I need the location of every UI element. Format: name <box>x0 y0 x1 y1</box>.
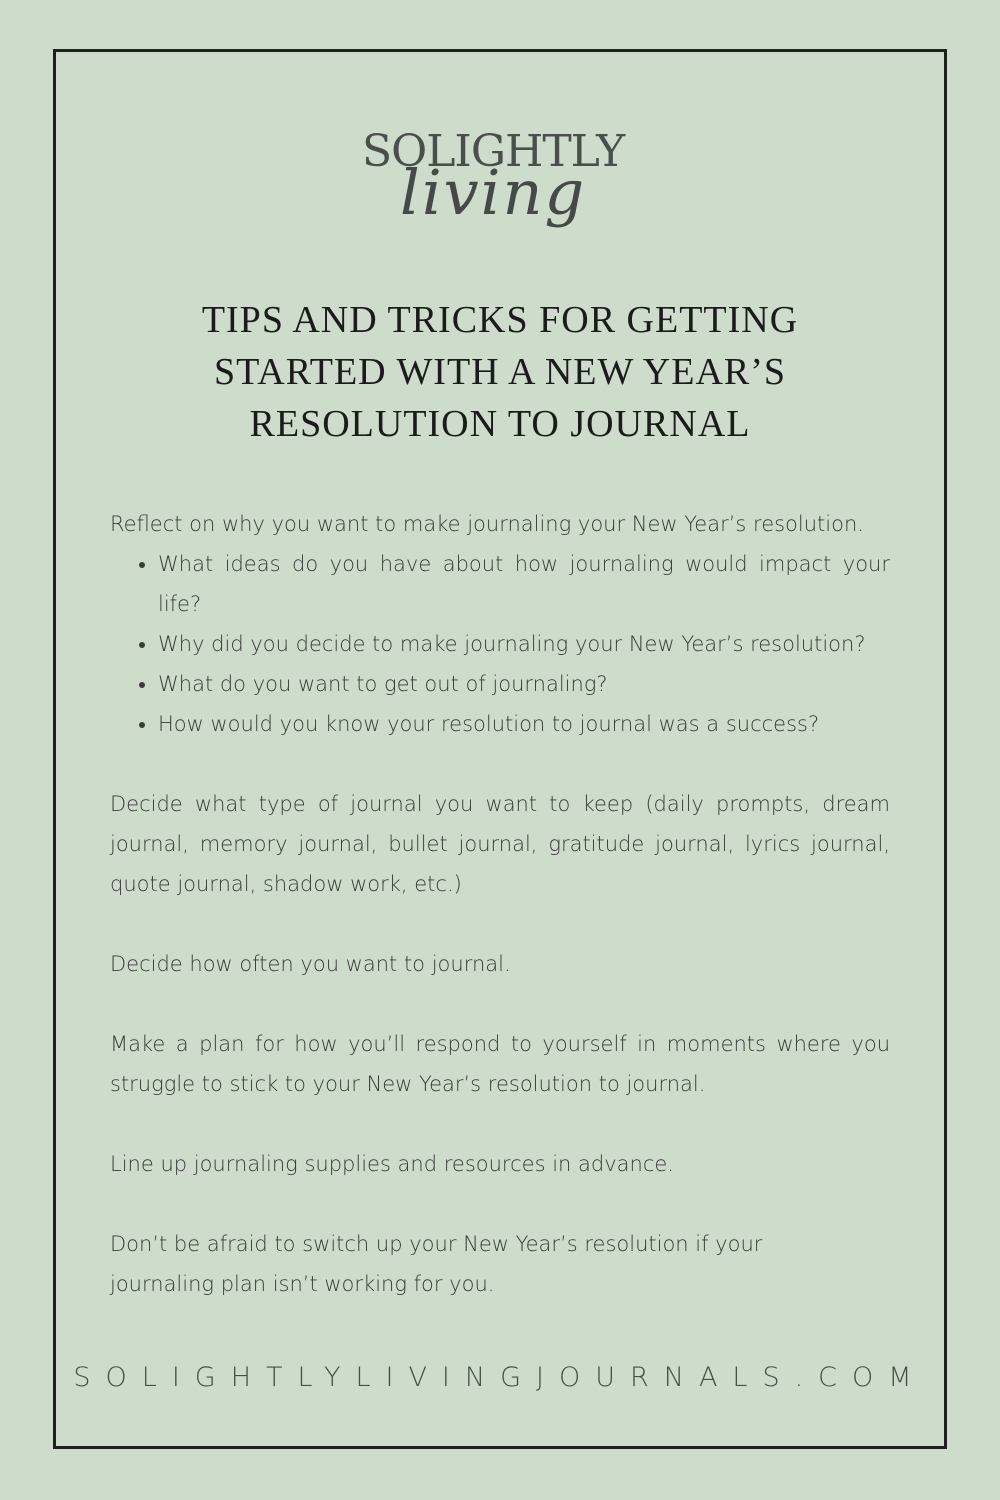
tip-paragraph: Make a plan for how you’ll respond to yourself in moments where you struggle to stick to your New Year’s resolution to journal. <box>110 1032 890 1096</box>
title-line: RESOLUTION TO JOURNAL <box>249 403 751 445</box>
title-line: STARTED WITH A NEW YEAR’S <box>213 351 787 393</box>
list-item: • Why did you decide to make journaling your New Year’s resolution? <box>158 624 890 664</box>
logo-script: living <box>400 156 587 229</box>
reflection-questions <box>110 544 890 744</box>
tip-paragraph: Decide how often you want to journal. <box>110 952 511 976</box>
tip-paragraph: Don’t be afraid to switch up your New Year’s resolution if your journaling plan isn’t working for you. <box>110 1232 763 1296</box>
list-item: • How would you know your resolution to journal was a success? <box>158 704 890 744</box>
tips-body <box>110 504 890 1344</box>
website-footer: SOLIGHTLYLIVINGJOURNALS.COM <box>73 1362 927 1393</box>
title-line: TIPS AND TRICKS FOR GETTING <box>201 299 799 341</box>
tip-paragraph: Line up journaling supplies and resources in advance. <box>110 1152 674 1176</box>
tip-paragraph: Decide what type of journal you want to keep (daily prompts, dream journal, memory journal, bullet journal, gratitude journal, lyrics journal, quote journal, shadow work, etc.) <box>110 792 890 896</box>
page-title <box>100 294 900 450</box>
list-item: • What do you want to get out of journaling? <box>158 664 890 704</box>
tip-intro: Reflect on why you want to make journaling your New Year’s resolution. <box>110 512 864 536</box>
brand-logo <box>350 118 650 268</box>
logo-wordmark: SOLIGHTLY <box>362 126 625 177</box>
list-item: • What ideas do you have about how journaling would impact your life? <box>158 544 890 624</box>
